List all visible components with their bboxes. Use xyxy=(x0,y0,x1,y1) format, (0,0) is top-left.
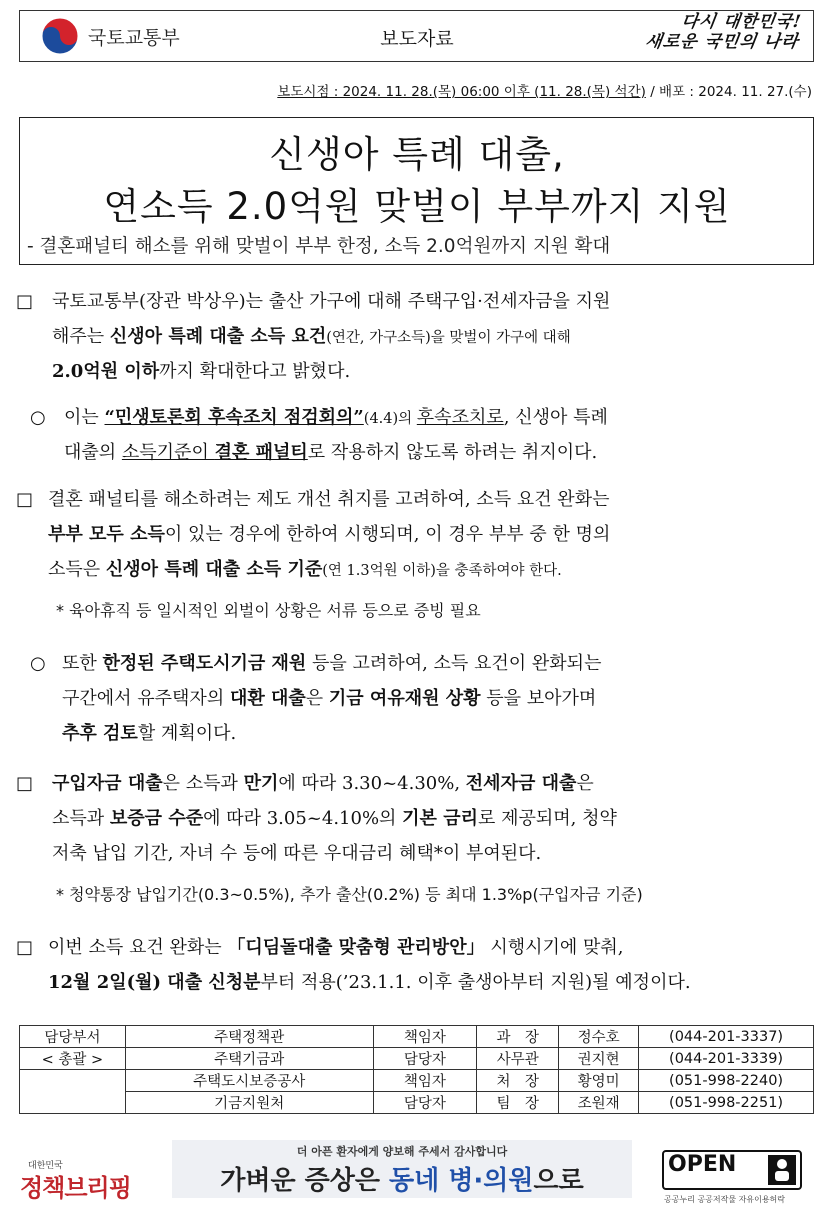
p4-line1: 또한 한정된 주택도시기금 재원 등을 고려하여, 소득 요건이 완화되는 xyxy=(62,653,602,674)
contact-role: 책임자 xyxy=(373,1070,477,1092)
square-bullet: □ xyxy=(16,773,34,794)
p3-line3: 소득은 신생아 특례 대출 소득 기준(연 1.3억원 이하)을 충족하여야 한다. xyxy=(48,559,562,580)
contact-name: 조원재 xyxy=(559,1092,639,1114)
distribution-date: / 배포 : 2024. 11. 27.(수) xyxy=(645,84,812,100)
briefing-logo-small: 대한민국 xyxy=(28,1161,63,1171)
table-row xyxy=(20,1026,814,1048)
contact-title: 과 장 xyxy=(477,1026,559,1048)
circle-bullet: ○ xyxy=(30,407,46,428)
press-release-label: 보도자료 xyxy=(380,28,454,50)
p1-line3: 2.0억원 이하까지 확대한다고 밝혔다. xyxy=(52,361,351,382)
p1-line1: 국토교통부(장관 박상우)는 출산 가구에 대해 주택구입·전세자금을 지원 xyxy=(52,291,611,312)
square-bullet: □ xyxy=(16,291,34,312)
paragraph-5 xyxy=(16,766,821,871)
table-row xyxy=(20,1048,814,1070)
org2-line2: 기금지원처 xyxy=(125,1092,373,1114)
dept-empty xyxy=(20,1070,126,1114)
square-bullet: □ xyxy=(16,937,34,958)
p6-line2: 12월 2일(월) 대출 신청분부터 적용(’23.1.1. 이후 출생아부터 지원)될 예정이다. xyxy=(48,972,691,993)
ministry-name: 국토교통부 xyxy=(88,26,180,49)
headline-line2: 연소득 2.0억원 맞벌이 부부까지 지원 xyxy=(103,185,731,228)
contact-phone: (044-201-3337) xyxy=(639,1026,814,1048)
contact-role: 담당자 xyxy=(373,1048,477,1070)
note-2: * 청약통장 납입기간(0.3~0.5%), 추가 출산(0.2%) 등 최대 1.3%p(구입자금 기준) xyxy=(56,885,643,904)
table-row xyxy=(20,1070,814,1092)
contact-name: 정수호 xyxy=(559,1026,639,1048)
p2-line2: 대출의 소득기준이 결혼 패널티로 작용하지 않도록 하려는 취지이다. xyxy=(64,442,598,463)
p6-line1: 이번 소득 요건 완화는 「디딤돌대출 맞춤형 관리방안」 시행시기에 맞춰, xyxy=(48,937,624,958)
p3-line2: 부부 모두 소득이 있는 경우에 한하여 시행되며, 이 경우 부부 중 한 명의 xyxy=(48,524,611,545)
briefing-logo: 정책브리핑 xyxy=(20,1174,131,1202)
contact-title: 팀 장 xyxy=(477,1092,559,1114)
p4-line3: 추후 검토할 계획이다. xyxy=(62,723,237,744)
paragraph-6 xyxy=(16,930,821,1000)
license-person-icon xyxy=(768,1155,796,1185)
slogan xyxy=(617,12,803,52)
contacts-table xyxy=(19,1025,814,1114)
slogan-line1: 다시 대한민국! xyxy=(680,12,803,32)
contact-phone: (044-201-3339) xyxy=(639,1048,814,1070)
banner-top-text: 더 아픈 환자에게 양보해 주세서 감사합니다 xyxy=(296,1145,508,1158)
p4-line2: 구간에서 유주택자의 대환 대출은 기금 여유재원 상황 등을 보아가며 xyxy=(62,688,597,709)
paragraph-3 xyxy=(16,482,821,587)
contact-role: 담당자 xyxy=(373,1092,477,1114)
org2-line1: 주택도시보증공사 xyxy=(125,1070,373,1092)
p1-line2: 해주는 신생아 특례 대출 소득 요건(연간, 가구소득)을 맞벌이 가구에 대해 xyxy=(52,326,571,347)
slogan-line2: 새로운 국민의 나라 xyxy=(643,32,800,52)
contact-name: 권지현 xyxy=(559,1048,639,1070)
p3-line1: 결혼 패널티를 해소하려는 제도 개선 취지를 고려하여, 소득 요건 완화는 xyxy=(48,489,610,510)
p5-line3: 저축 납입 기간, 자녀 수 등에 따른 우대금리 혜택*이 부여된다. xyxy=(52,843,542,864)
org1-line1: 주택정책관 xyxy=(125,1026,373,1048)
dept-label: 담당부서 xyxy=(20,1026,126,1048)
contact-name: 황영미 xyxy=(559,1070,639,1092)
contact-phone: (051-998-2240) xyxy=(639,1070,814,1092)
paragraph-2 xyxy=(30,400,821,470)
banner-main-text: 가벼운 증상은 동네 병·의원으로 xyxy=(220,1166,584,1196)
square-bullet: □ xyxy=(16,489,34,510)
release-time: 보도시점 : 2024. 11. 28.(목) 06:00 이후 (11. 28.(목) 석간) xyxy=(277,84,646,100)
table-row xyxy=(20,1092,814,1114)
subheadline: - 결혼패널티 해소를 위해 맞벌이 부부 한정, 소득 2.0억원까지 지원 확대 xyxy=(27,236,611,257)
open-label: OPEN xyxy=(668,1152,737,1177)
p5-line1: 구입자금 대출은 소득과 만기에 따라 3.30~4.30%, 전세자금 대출은 xyxy=(52,773,594,794)
headline-line1: 신생아 특례 대출, xyxy=(269,133,565,176)
contact-title: 처 장 xyxy=(477,1070,559,1092)
note-1: * 육아휴직 등 일시적인 외벌이 상황은 서류 등으로 증빙 필요 xyxy=(56,601,481,620)
circle-bullet: ○ xyxy=(30,653,46,674)
paragraph-1 xyxy=(16,284,821,389)
contact-title: 사무관 xyxy=(477,1048,559,1070)
dept-sub: < 총괄 > xyxy=(20,1048,126,1070)
paragraph-4 xyxy=(30,646,821,751)
p2-line1: 이는 “민생토론회 후속조치 점검회의”(4.4)의 후속조치로, 신생아 특례 xyxy=(64,407,608,428)
release-dates xyxy=(277,80,812,100)
contact-phone: (051-998-2251) xyxy=(639,1092,814,1114)
p5-line2: 소득과 보증금 수준에 따라 3.05~4.10%의 기본 금리로 제공되며, 청약 xyxy=(52,808,617,829)
open-license-sub: 공공누리 공공저작물 자유이용허락 xyxy=(664,1195,786,1204)
contact-role: 책임자 xyxy=(373,1026,477,1048)
org1-line2: 주택기금과 xyxy=(125,1048,373,1070)
